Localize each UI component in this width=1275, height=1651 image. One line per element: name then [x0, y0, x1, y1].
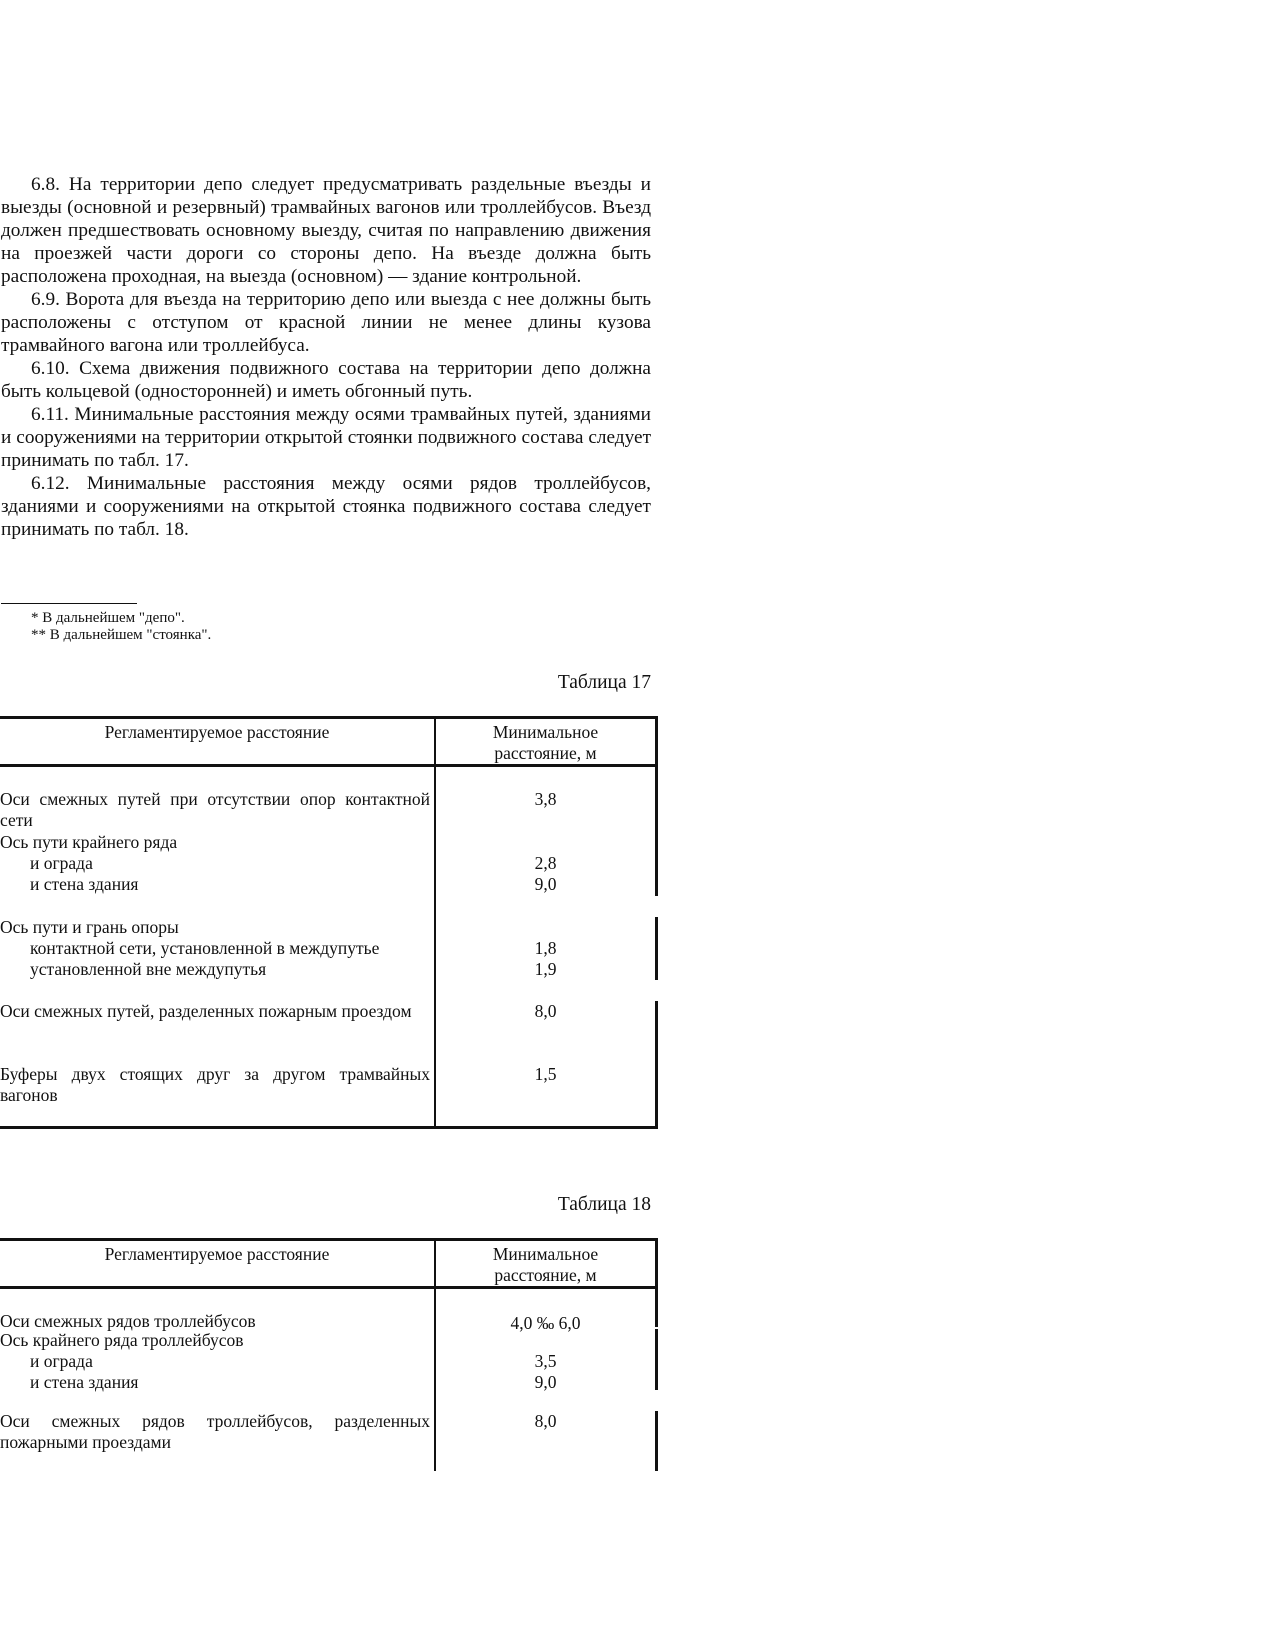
row-label: Оси смежных путей, разделенных пожарным проездом [0, 1001, 412, 1021]
header-min-line1: Минимальное [492, 1244, 599, 1264]
header-min-distance [436, 719, 658, 764]
table-row [0, 1289, 658, 1333]
row-value: 3,5 [534, 1351, 557, 1371]
row-label: Ось пути крайнего ряда [0, 832, 178, 852]
row-label: Оси смежных рядов троллейбусов [0, 1311, 256, 1331]
row-value: 8,0 [534, 1001, 557, 1021]
footnote-divider [1, 603, 137, 604]
header-min-line2: расстояние, м [494, 743, 597, 763]
table-17-caption: Таблица 17 [557, 672, 651, 693]
footnotes [31, 610, 211, 644]
header-min-line1: Минимальное [492, 722, 599, 742]
row-value: 2,8 [534, 853, 557, 873]
table-row [0, 1001, 658, 1064]
row-value: 8,0 [534, 1411, 557, 1431]
row-sub-label: и стена здания [30, 874, 139, 894]
header-min-line2: расстояние, м [494, 1265, 597, 1285]
table-18-caption: Таблица 18 [557, 1194, 651, 1215]
table-row [0, 917, 658, 1001]
row-label: Ось пути и грань опоры [0, 917, 179, 937]
row-sub-label: контактной сети, установленной в междупутье [30, 938, 380, 958]
row-sub-label: и ограда [30, 1351, 93, 1371]
paragraph-6-12: 6.12. Минимальные расстояния между осями рядов троллейбусов, зданиями и сооружениями на открытой стоянка подвижного состава следует принимать по табл. 18. [1, 473, 651, 540]
row-value: 1,5 [534, 1064, 557, 1084]
header-min-distance [436, 1241, 658, 1286]
table-17 [0, 716, 658, 1129]
row-label: Оси смежных путей при отсутствии опор контактной сети [0, 789, 430, 830]
row-label: Буферы двух стоящих друг за другом трамвайных вагонов [0, 1064, 430, 1105]
row-label: Ось крайнего ряда троллейбусов [0, 1330, 244, 1350]
footnote-2: ** В дальнейшем "стоянка". [31, 627, 212, 643]
table-row [0, 767, 658, 831]
row-value: 4,0 ‰ 6,0 [510, 1313, 581, 1333]
paragraph-6-8: 6.8. На территории депо следует предусматривать раздельные въезды и выезды (основной и резервный) трамвайных вагонов или троллейбусов. Въезд должен предшествовать основному выезду, считая по направлению движения на проезжей части дороги со стороны депо. На въезде должна быть расположена проходная, на выезда (основном) — здание контрольной. [1, 174, 651, 287]
paragraph-6-9: 6.9. Ворота для въезда на территорию депо или выезда с нее должны быть расположены с отступом от красной линии не менее длины кузова трамвайного вагона или троллейбуса. [1, 289, 651, 356]
row-value: 3,8 [534, 789, 557, 809]
row-value: 1,8 [534, 938, 557, 958]
table-row [0, 1064, 658, 1129]
table-row [0, 831, 658, 917]
table-row [0, 1411, 658, 1471]
header-distance: Регламентируемое расстояние [0, 1241, 436, 1286]
paragraph-6-11: 6.11. Минимальные расстояния между осями трамвайных путей, зданиями и сооружениями на территории открытой стоянки подвижного состава следует принимать по табл. 17. [1, 404, 651, 471]
table-header [0, 719, 658, 767]
row-label: Оси смежных рядов троллейбусов, разделенных пожарными проездами [0, 1411, 430, 1452]
header-distance: Регламентируемое расстояние [0, 719, 436, 764]
table-header [0, 1241, 658, 1289]
paragraph-6-10: 6.10. Схема движения подвижного состава на территории депо должна быть кольцевой (односторонней) и иметь обгонный путь. [1, 358, 651, 402]
row-value: 9,0 [534, 874, 557, 894]
main-text [1, 173, 651, 541]
row-value: 9,0 [534, 1372, 557, 1392]
row-sub-label: и ограда [30, 853, 93, 873]
table-18 [0, 1238, 658, 1471]
table-row [0, 1329, 658, 1411]
row-sub-label: установленной вне междупутья [30, 959, 267, 979]
footnote-1: * В дальнейшем "депо". [31, 610, 185, 626]
row-value: 1,9 [534, 959, 557, 979]
row-sub-label: и стена здания [30, 1372, 139, 1392]
